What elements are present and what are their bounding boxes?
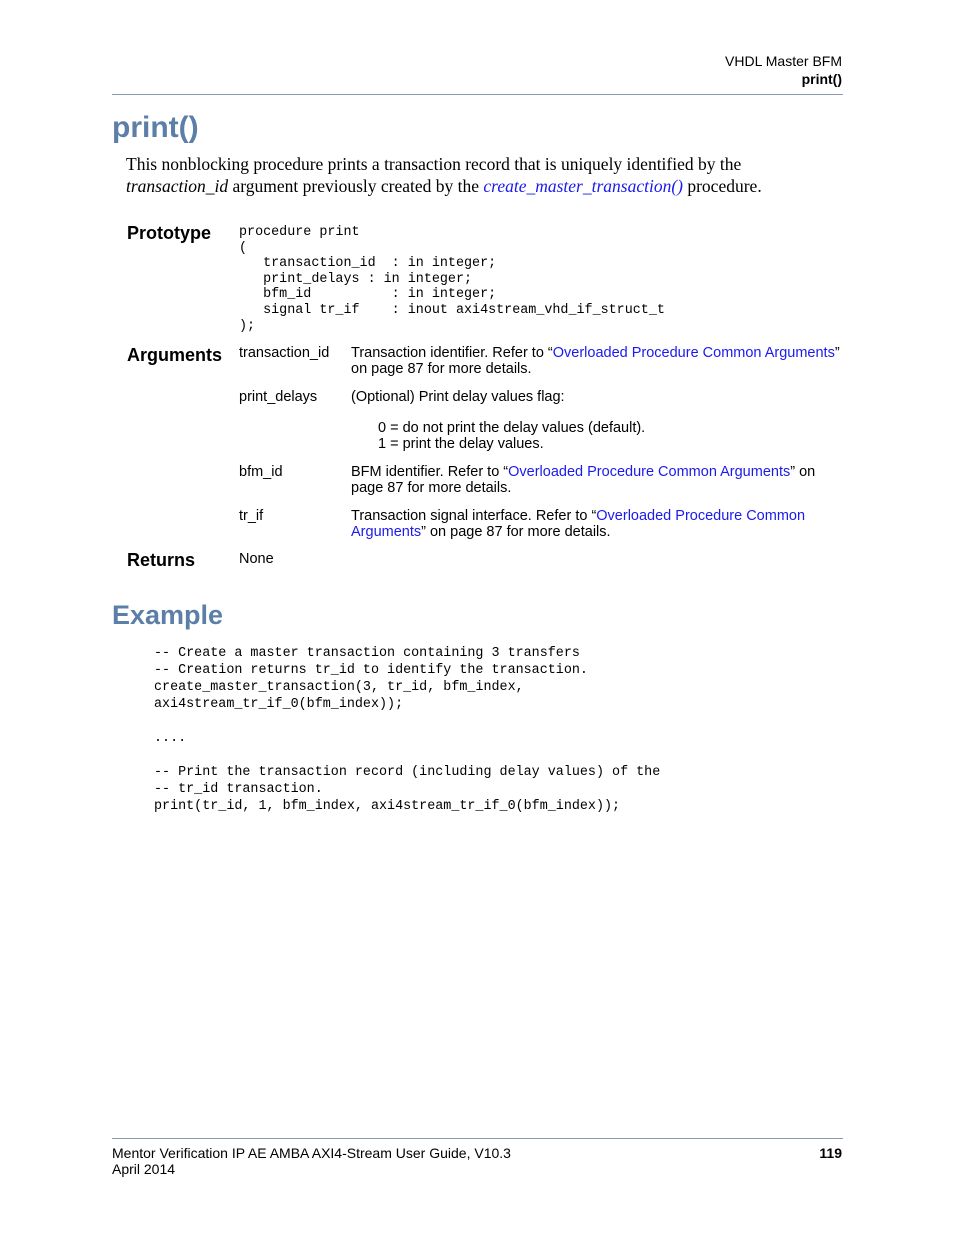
arg-desc-tr-if bbox=[351, 508, 843, 540]
arg-desc-pre: Transaction identifier. Refer to “ bbox=[351, 345, 553, 361]
code-line: -- Create a master transaction containing 3 transfers bbox=[154, 646, 580, 661]
arg-desc-pre: Transaction signal interface. Refer to “ bbox=[351, 508, 597, 524]
running-header bbox=[725, 52, 842, 88]
arg-name-print-delays: print_delays bbox=[239, 389, 318, 405]
intro-arg: transaction_id bbox=[126, 176, 229, 196]
code-line bbox=[154, 713, 660, 730]
flag-option-0: 0 = do not print the delay values (default). bbox=[378, 420, 646, 436]
page-title: print() bbox=[112, 111, 199, 144]
example-heading: Example bbox=[112, 600, 224, 630]
overloaded-args-link[interactable]: Overloaded Procedure Common Arguments bbox=[351, 508, 806, 540]
prototype-label: Prototype bbox=[127, 223, 212, 243]
arg-desc-print-delays bbox=[351, 389, 843, 452]
footer-left bbox=[112, 1145, 511, 1177]
intro-part2: argument previously created by the bbox=[228, 176, 484, 196]
arguments-label: Arguments bbox=[127, 345, 223, 365]
intro-part3: procedure. bbox=[682, 176, 762, 196]
arg-desc-text: (Optional) Print delay values flag: bbox=[351, 389, 565, 405]
header-section: VHDL Master BFM bbox=[725, 53, 842, 69]
create-master-transaction-link[interactable]: create_master_transaction() bbox=[483, 176, 683, 196]
returns-value: None bbox=[239, 551, 274, 567]
arg-desc-transaction-id bbox=[351, 345, 843, 377]
arg-name-bfm-id: bfm_id bbox=[239, 464, 283, 480]
returns-label: Returns bbox=[127, 550, 196, 570]
code-line: print(tr_id, 1, bfm_index, axi4stream_tr_if_0(bfm_index)); bbox=[154, 799, 621, 814]
arg-desc-post: ” on page 87 for more details. bbox=[351, 345, 840, 377]
code-line: -- tr_id transaction. bbox=[154, 782, 323, 797]
footer-rule bbox=[112, 1138, 843, 1139]
code-line: -- Creation returns tr_id to identify the transaction. bbox=[154, 663, 588, 678]
header-rule bbox=[112, 94, 843, 95]
arg-desc-post: ” on page 87 for more details. bbox=[421, 524, 611, 540]
code-line bbox=[154, 747, 660, 764]
footer-date: April 2014 bbox=[112, 1161, 176, 1177]
code-line: axi4stream_tr_if_0(bfm_index)); bbox=[154, 697, 404, 712]
arg-name-transaction-id: transaction_id bbox=[239, 345, 330, 361]
prototype-code: procedure print ( transaction_id : in integer; print_delays : in integer; bfm_id : in integer; signal tr_if : inout axi4stream_vhd_if_struct_t ); bbox=[239, 225, 665, 334]
intro-part1: This nonblocking procedure prints a transaction record that is uniquely identified by the bbox=[126, 154, 742, 174]
arg-desc-pre: BFM identifier. Refer to “ bbox=[351, 464, 509, 480]
overloaded-args-link[interactable]: Overloaded Procedure Common Arguments bbox=[552, 345, 835, 361]
flag-option-1: 1 = print the delay values. bbox=[378, 436, 544, 452]
overloaded-args-link[interactable]: Overloaded Procedure Common Arguments bbox=[508, 464, 791, 480]
page-number: 119 bbox=[819, 1145, 842, 1161]
example-code bbox=[154, 645, 660, 815]
arg-desc-post: ” on page 87 for more details. bbox=[351, 464, 816, 496]
footer-guide: Mentor Verification IP AE AMBA AXI4-Stream User Guide, V10.3 bbox=[112, 1145, 511, 1161]
arg-desc-bfm-id bbox=[351, 464, 843, 496]
arg-name-tr-if: tr_if bbox=[239, 508, 264, 524]
code-line: -- Print the transaction record (including delay values) of the bbox=[154, 765, 661, 780]
header-topic: print() bbox=[801, 71, 842, 87]
code-line: create_master_transaction(3, tr_id, bfm_index, bbox=[154, 680, 524, 695]
intro-paragraph bbox=[126, 153, 841, 197]
code-line: .... bbox=[154, 731, 187, 746]
